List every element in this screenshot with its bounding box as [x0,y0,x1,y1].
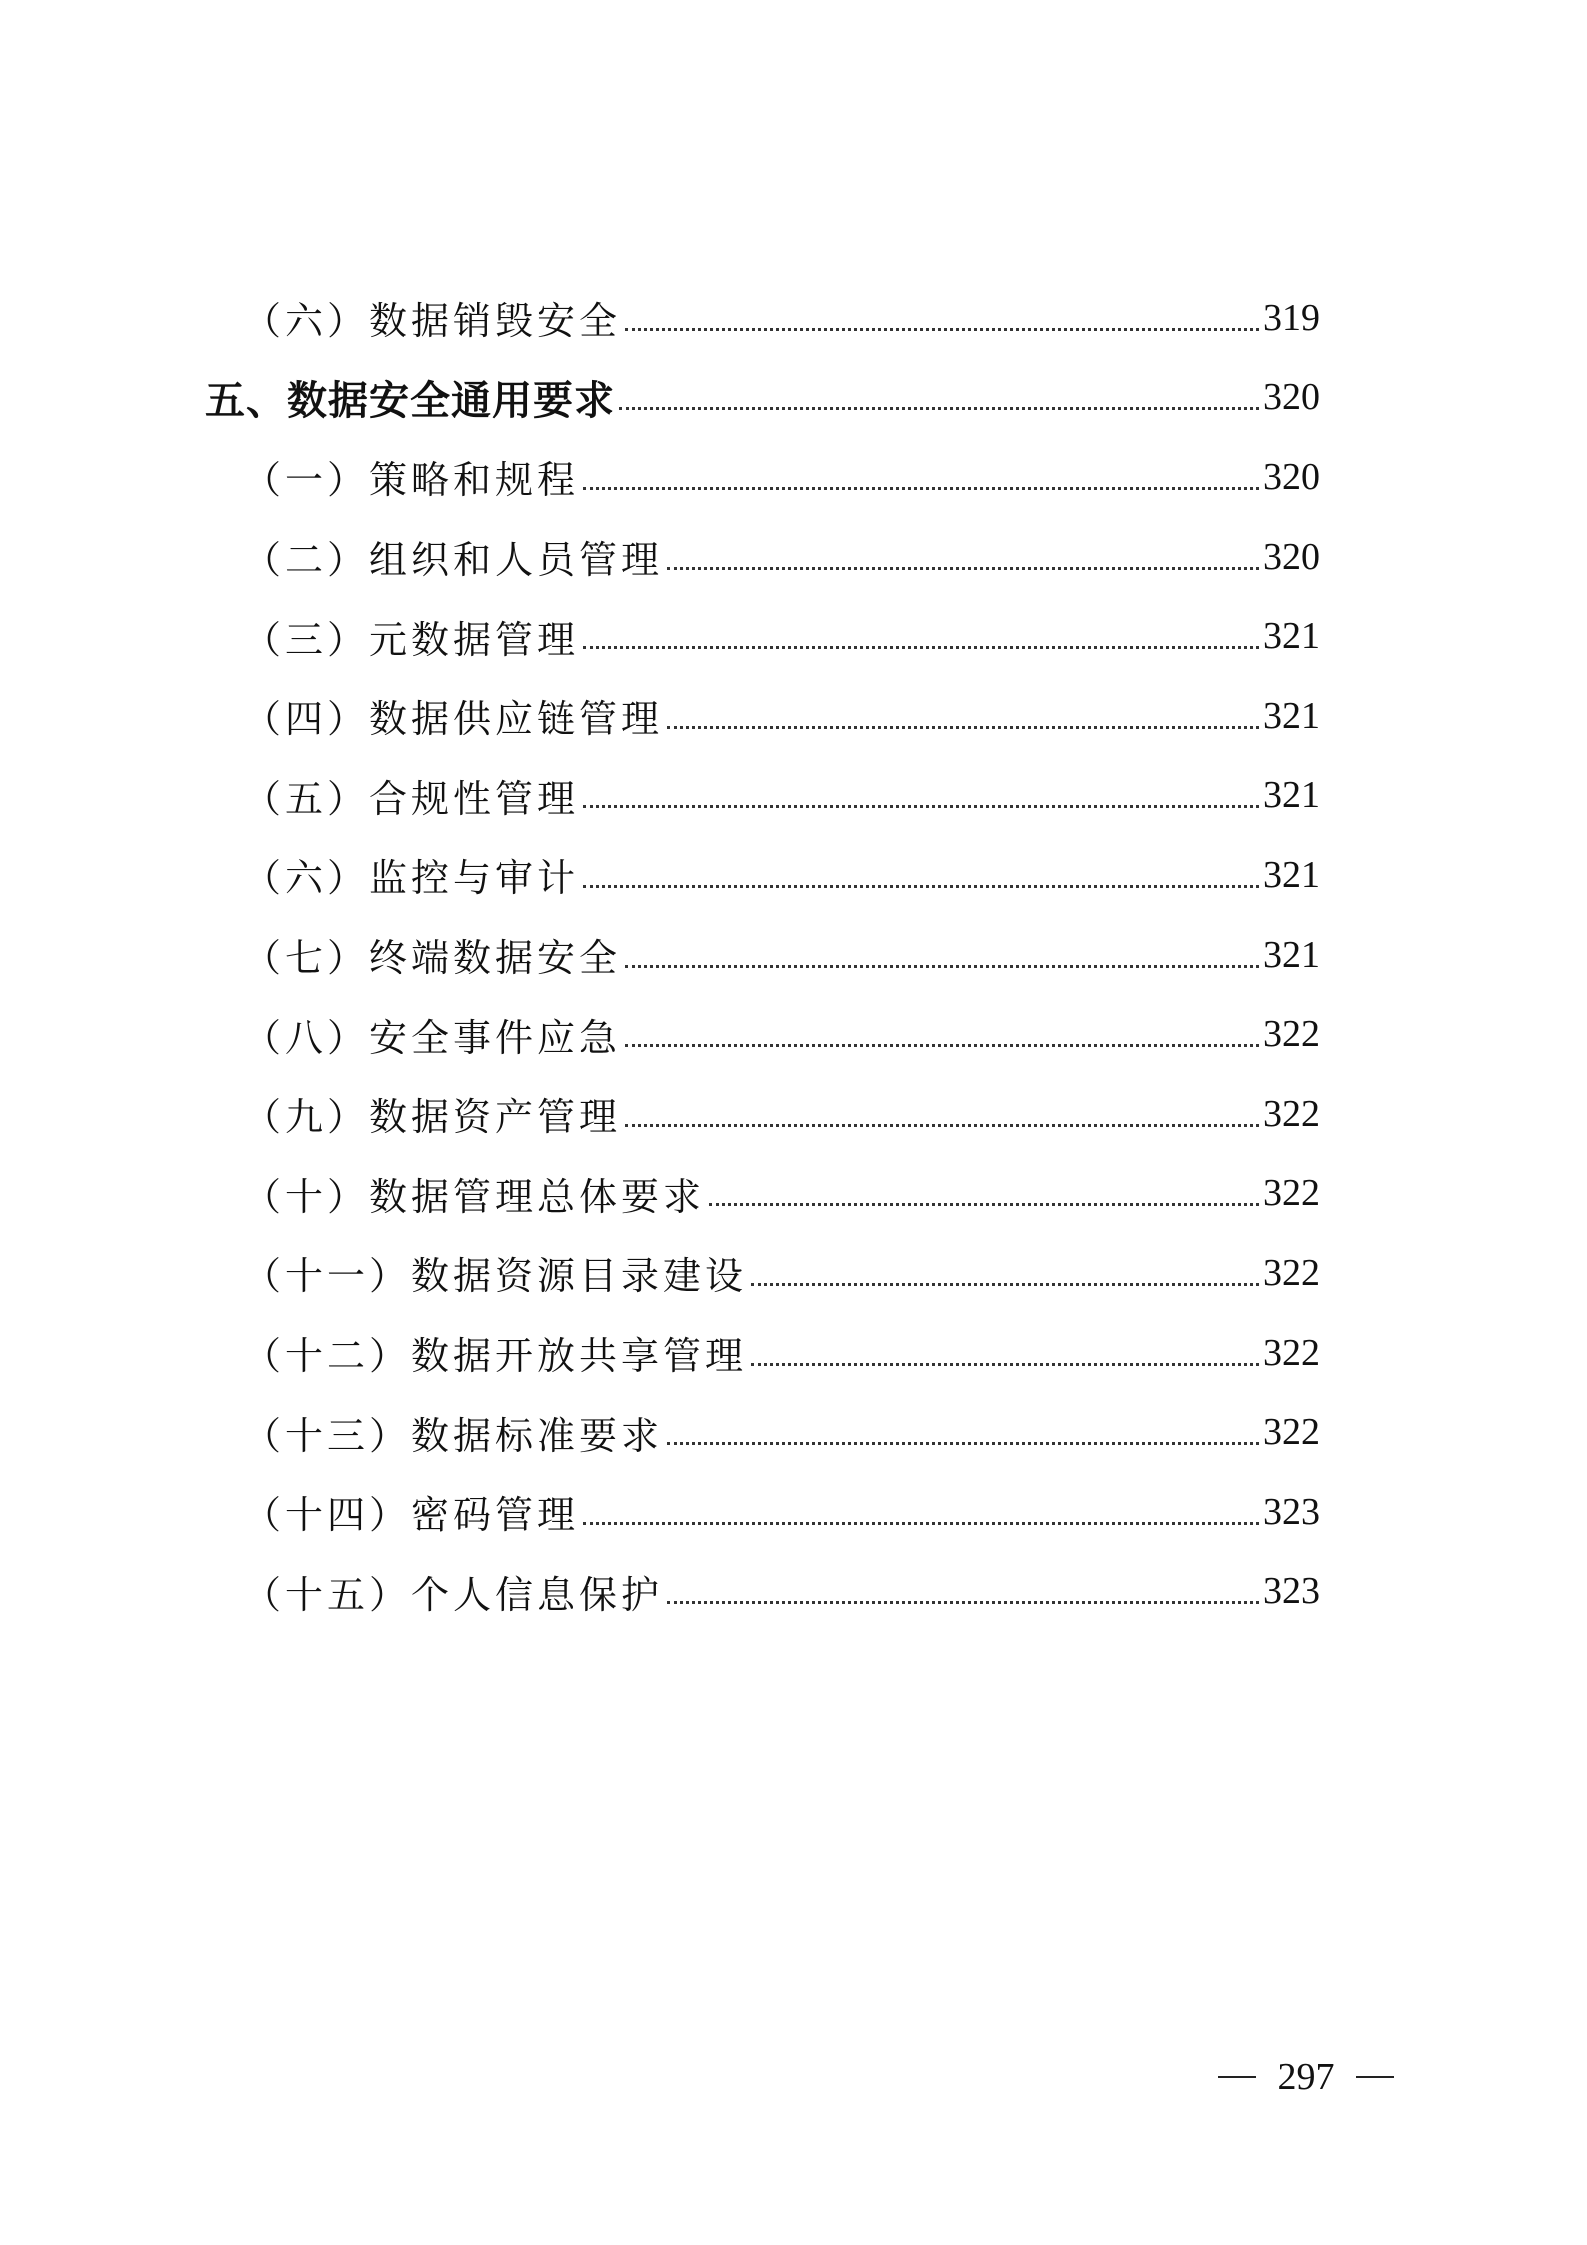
toc-entry-label: （四）数据供应链管理 [243,697,664,742]
toc-entry-label: （十五）个人信息保护 [243,1572,664,1617]
toc-entry-label: （三）元数据管理 [243,617,580,662]
toc-page-number: 320 [1263,455,1320,498]
toc-page-number: 322 [1263,1411,1320,1454]
footer-dash-left [1218,2076,1256,2078]
toc-entry-label: （十二）数据开放共享管理 [243,1334,748,1379]
toc-entry-label: （十一）数据资源目录建设 [243,1254,748,1299]
toc-dot-leader [751,1334,1259,1372]
toc-dot-leader [625,299,1259,337]
toc-dot-leader [667,1572,1259,1610]
toc-entry-label: （八）安全事件应急 [243,1015,622,1060]
toc-entry[interactable] [205,1472,1320,1552]
page-number: 297 [1277,2056,1335,2098]
toc-page-number: 321 [1263,694,1320,737]
toc-entry-label: （五）合规性管理 [243,776,580,821]
toc-entry[interactable] [205,1154,1320,1234]
toc-entry-label: （七）终端数据安全 [243,936,622,981]
toc-entry-label: 五、数据安全通用要求 [205,377,615,424]
toc-entry-label: （十三）数据标准要求 [243,1413,664,1458]
toc-entry[interactable] [205,1552,1320,1632]
toc-dot-leader [667,538,1259,576]
toc-page-number: 322 [1263,1013,1320,1056]
toc-page-number: 320 [1263,376,1320,419]
toc-dot-leader [667,1413,1259,1451]
toc-entry[interactable] [205,1313,1320,1393]
toc-dot-leader [583,776,1259,814]
toc-entry[interactable] [205,676,1320,756]
toc-section-heading[interactable] [205,358,1320,438]
toc-dot-leader [625,1015,1259,1053]
toc-entry-label: （十四）密码管理 [243,1493,580,1538]
toc-entry[interactable] [205,278,1320,358]
toc-dot-leader [583,1493,1259,1531]
toc-entry[interactable] [205,1392,1320,1472]
toc-page-number: 322 [1263,1092,1320,1135]
toc-dot-leader [583,458,1259,496]
toc-page-number: 322 [1263,1172,1320,1215]
toc-dot-leader [583,617,1259,655]
toc-dot-leader [625,1095,1259,1133]
toc-entry[interactable] [205,994,1320,1074]
toc-entry[interactable] [205,835,1320,915]
page-footer [1218,2055,1394,2099]
toc-page-number: 320 [1263,535,1320,578]
toc-entry-label: （六）数据销毁安全 [243,299,622,344]
toc-entry[interactable] [205,437,1320,517]
toc-page-number: 322 [1263,1251,1320,1294]
toc-entry-label: （一）策略和规程 [243,458,580,503]
table-of-contents [205,278,1320,1631]
toc-page-number: 321 [1263,615,1320,658]
toc-dot-leader [583,856,1259,894]
toc-dot-leader [709,1174,1259,1212]
toc-dot-leader [751,1254,1259,1292]
toc-page-number: 323 [1263,1570,1320,1613]
toc-entry[interactable] [205,596,1320,676]
toc-page-number: 321 [1263,853,1320,896]
toc-dot-leader [625,936,1259,974]
toc-dot-leader [619,378,1259,416]
toc-entry[interactable] [205,756,1320,836]
toc-entry-label: （六）监控与审计 [243,856,580,901]
toc-page-number: 319 [1263,296,1320,339]
toc-entry-label: （二）组织和人员管理 [243,538,664,583]
toc-page-number: 321 [1263,774,1320,817]
toc-entry[interactable] [205,1074,1320,1154]
toc-dot-leader [667,697,1259,735]
toc-entry-label: （九）数据资产管理 [243,1095,622,1140]
toc-page-number: 323 [1263,1490,1320,1533]
toc-page-number: 321 [1263,933,1320,976]
toc-entry[interactable] [205,1233,1320,1313]
toc-entry[interactable] [205,517,1320,597]
toc-entry-label: （十）数据管理总体要求 [243,1174,706,1219]
toc-entry[interactable] [205,915,1320,995]
toc-page-number: 322 [1263,1331,1320,1374]
footer-dash-right [1356,2076,1394,2078]
